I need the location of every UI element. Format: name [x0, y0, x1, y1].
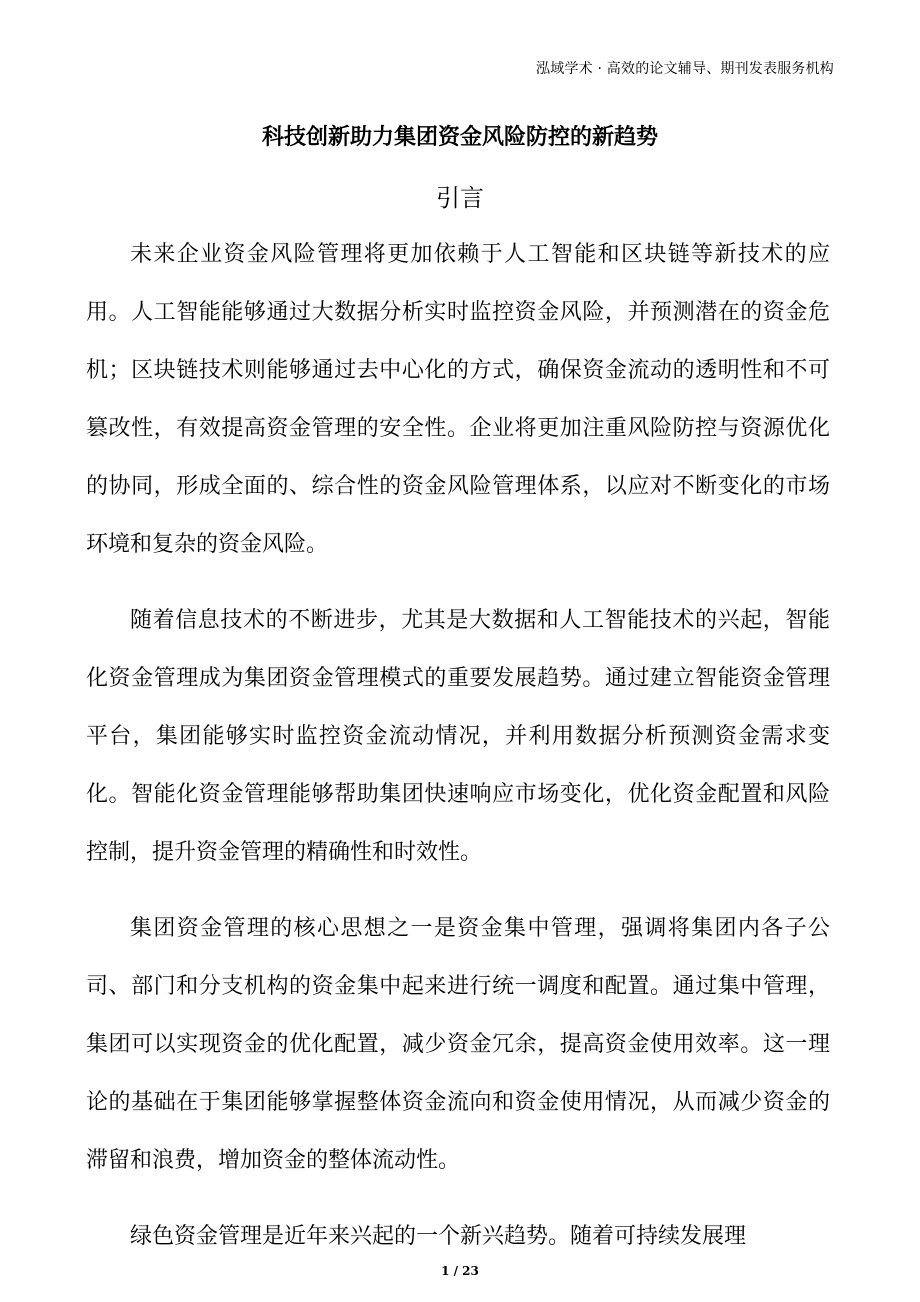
document-title: 科技创新助力集团资金风险防控的新趋势 [261, 125, 658, 150]
page-header: 泓域学术 · 高效的论文辅导、期刊发表服务机构 [536, 61, 834, 77]
paragraph-2: 随着信息技术的不断进步，尤其是大数据和人工智能技术的兴起，智能化资金管理成为集团资金管理模式的重要发展趋势。通过建立智能资金管理平台，集团能够实时监控资金流动情况，并利用数据分析预测资金需求变化。智能化资金管理能够帮助集团快速响应市场变化，优化资金配置和风险控制，提升资金管理的精确性和时效性。 [86, 608, 830, 865]
paragraph-1: 未来企业资金风险管理将更加依赖于人工智能和区块链等新技术的应用。人工智能能够通过大数据分析实时监控资金风险，并预测潜在的资金危机；区块链技术则能够通过去中心化的方式，确保资金流动的透明性和不可篡改性，有效提高资金管理的安全性。企业将更加注重风险防控与资源优化的协同，形成全面的、综合性的资金风险管理体系，以应对不断变化的市场环境和复杂的资金风险。 [86, 242, 830, 557]
section-title: 引言 [436, 184, 484, 212]
document-body [86, 226, 830, 1284]
paragraph-4: 绿色资金管理是近年来兴起的一个新兴趋势。随着可持续发展理 [130, 1224, 747, 1249]
paragraph-3: 集团资金管理的核心思想之一是资金集中管理，强调将集团内各子公司、部门和分支机构的资金集中起来进行统一调度和配置。通过集中管理，集团可以实现资金的优化配置，减少资金冗余，提高资金使用效率。这一理论的基础在于集团能够掌握整体资金流向和资金使用情况，从而减少资金的滞留和浪费，增加资金的整体流动性。 [86, 916, 830, 1173]
page-number: 1 / 23 [441, 1264, 479, 1278]
